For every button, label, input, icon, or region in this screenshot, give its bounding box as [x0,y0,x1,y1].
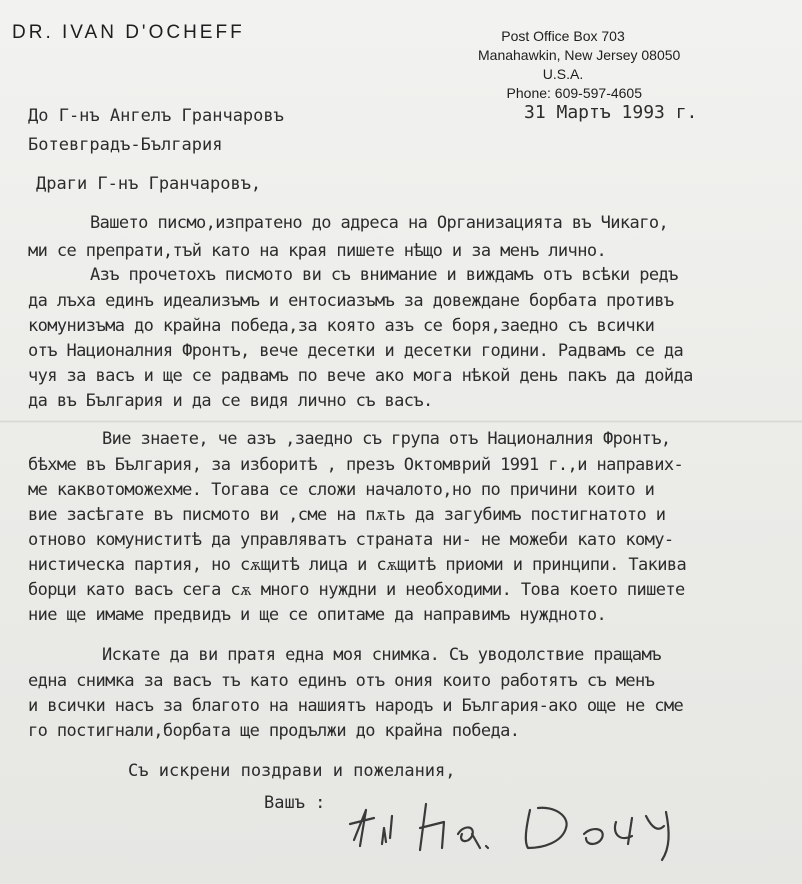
body-line: Вашето писмо,изпратено до адреса на Организацията въ Чикаго, [90,213,669,233]
handwritten-signature [340,788,710,868]
body-line: комунизъма до крайна победа,за която азъ се боря,заедно съ всички [28,316,655,336]
body-line: ние ще имаме предвидъ и ще се опитаме да направимъ нуждното. [28,605,607,625]
letterhead-name: DR. IVAN D'OCHEFF [12,22,245,43]
address-country: U.S.A. [542,66,584,82]
body-line: ми се препрати,тъй като на края пишете нѣщо и за менъ лично. [28,241,607,261]
body-line: бѣхме въ България, за изборитѣ , презъ Октомврий 1991 г.,и направих- [28,455,684,475]
body-line: Азъ прочетохъ писмото ви съ внимание и виждамъ отъ всѣки редъ [90,265,678,285]
recipient-place: Ботевградъ-България [28,135,223,155]
signature-label: Вашъ : [264,793,326,813]
body-line: нистическа партия, но сѫщитѣ лица и сѫщитѣ приоми и принципи. Такива [28,555,687,575]
body-line: борци като васъ сега сѫ много нуждни и необходими. Това което пишете [28,580,685,600]
body-line: една снимка за васъ тъ като единъ отъ ония които работятъ съ менъ [28,671,655,691]
letterhead-address [478,27,681,103]
body-line: и всички насъ за благото на нашиятъ народъ и България-ако още не сме [28,696,684,716]
salutation: Драги Г-нъ Гранчаровъ, [36,174,262,194]
paper-fold [0,420,802,423]
address-phone: Phone: 609-597-4605 [506,85,642,101]
body-line: го постигнали,борбата ще продължи до крайна победа. [28,721,520,741]
address-po-box: Post Office Box 703 [501,28,625,44]
body-line: Искате да ви пратя една моя снимка. Съ уводолствие пращамъ [102,645,661,665]
body-line: вие засѣгате въ писмото ви ,сме на пѫть да загубимъ постигнатото и [28,505,666,525]
body-line: ме каквотоможехме. Тогава се сложи началото,но по причини които и [28,480,655,500]
address-city: Manahawkin, New Jersey 08050 [478,47,681,63]
letter-date: 31 Мартъ 1993 г. [524,102,698,123]
body-line: Вие знаете, че азъ ,заедно съ група отъ Националния Фронтъ, [102,429,671,449]
body-line: отъ Националния Фронтъ, вече десетки и десетки години. Радвамъ се да [28,341,684,361]
body-line: чуя за васъ и ще се радвамъ по вече ако мога нѣкой день пакъ да дойда [28,366,693,386]
closing-line: Съ искрени поздрави и пожелания, [128,761,456,781]
body-line: отново комуниститѣ да управляватъ страната ни- не можеби като кому- [28,530,674,550]
recipient-name: До Г-нъ Ангелъ Гранчаровъ [28,106,284,126]
body-line: да лъха единъ идеализъмъ и ентосиазъмъ за довеждане борбата противъ [28,291,674,311]
body-line: да въ България и да се видя лично съ васъ. [28,391,433,411]
recipient-block [28,102,284,160]
